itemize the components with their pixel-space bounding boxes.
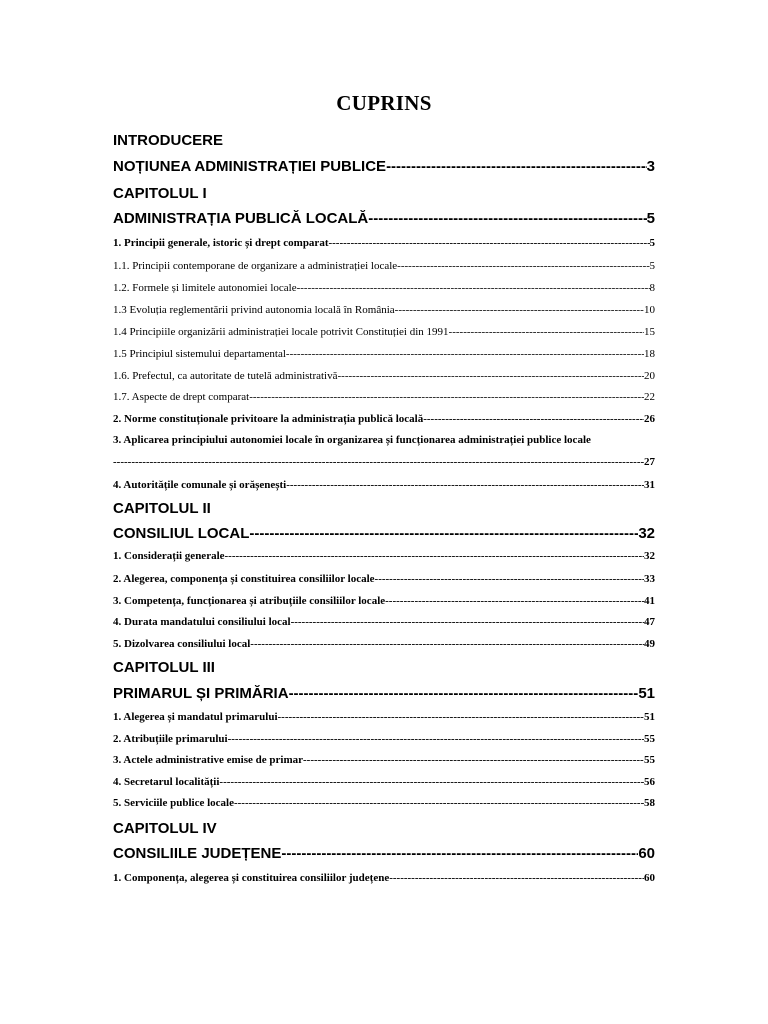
toc-item: 5. Dizolvarea consiliului local ----- 49: [113, 638, 655, 650]
toc-item: 1.7. Aspecte de drept comparat ----- 22: [113, 391, 655, 403]
toc-item: 1.2. Formele și limitele autonomiei locale ----- 8: [113, 282, 655, 294]
toc-item: 2. Alegerea, componența și constituirea consiliilor locale ----- 33: [113, 573, 655, 585]
toc-item: 3. Competența, funcționarea și atribuțiile consiliilor locale ----- 41: [113, 595, 655, 607]
chapter-heading: CAPITOLUL II: [113, 500, 211, 517]
chapter-title: CONSILIILE JUDEȚENE ----- 60: [113, 845, 655, 862]
chapter-heading: CAPITOLUL I: [113, 185, 207, 202]
toc-item: 4. Secretarul localității ----- 56: [113, 776, 655, 788]
toc-item: 1.3 Evoluția reglementării privind autonomia locală în România ----- 10: [113, 304, 655, 316]
toc-item-wrapped-leader: ----- 27: [113, 456, 655, 468]
toc-item: 4. Autoritățile comunale și orășenești ----- 31: [113, 479, 655, 491]
toc-item: 5. Serviciile publice locale ----- 58: [113, 797, 655, 809]
toc-item-wrapped-text: 3. Aplicarea principiului autonomiei locale în organizarea și funcționarea administrației publice locale: [113, 434, 591, 446]
dot-leader: [368, 210, 646, 227]
toc-introducere: INTRODUCERE: [113, 132, 224, 149]
chapter-title: PRIMARUL ȘI PRIMĂRIA ----- 51: [113, 685, 655, 702]
toc-item: 1.4 Principiile organizării administrației locale potrivit Constituției din 1991 ----- 15: [113, 326, 655, 338]
toc-item: 1. Principii generale, istoric și drept comparat ----- 5: [113, 237, 655, 249]
toc-item: 1. Considerații generale ----- 32: [113, 550, 655, 562]
chapter-title: ADMINISTRAȚIA PUBLICĂ LOCALĂ ----- 5: [113, 210, 655, 227]
chapter-heading: CAPITOLUL III: [113, 659, 215, 676]
toc-notiunea: NOȚIUNEA ADMINISTRAȚIEI PUBLICE ----- 3: [113, 158, 655, 175]
dot-leader: [386, 158, 647, 175]
toc-item: 1.6. Prefectul, ca autoritate de tutelă administrativă ----- 20: [113, 370, 655, 382]
toc-item: 2. Norme constituționale privitoare la administrația publică locală ----- 26: [113, 413, 655, 425]
toc-item: 1. Componența, alegerea și constituirea consiliilor județene ----- 60: [113, 872, 655, 884]
page-title: CUPRINS: [336, 91, 432, 115]
toc-item: 2. Atribuțiile primarului ----- 55: [113, 733, 655, 745]
chapter-title: CONSILIUL LOCAL ----- 32: [113, 525, 655, 542]
chapter-heading: CAPITOLUL IV: [113, 820, 217, 837]
toc-item: 1.1. Principii contemporane de organizare a administrației locale ----- 5: [113, 260, 655, 272]
toc-item: 3. Actele administrative emise de primar ----- 55: [113, 754, 655, 766]
toc-item: 4. Durata mandatului consiliului local ----- 47: [113, 616, 655, 628]
toc-item: 1. Alegerea și mandatul primarului ----- 51: [113, 711, 655, 723]
toc-item: 1.5 Principiul sistemului departamental ----- 18: [113, 348, 655, 360]
